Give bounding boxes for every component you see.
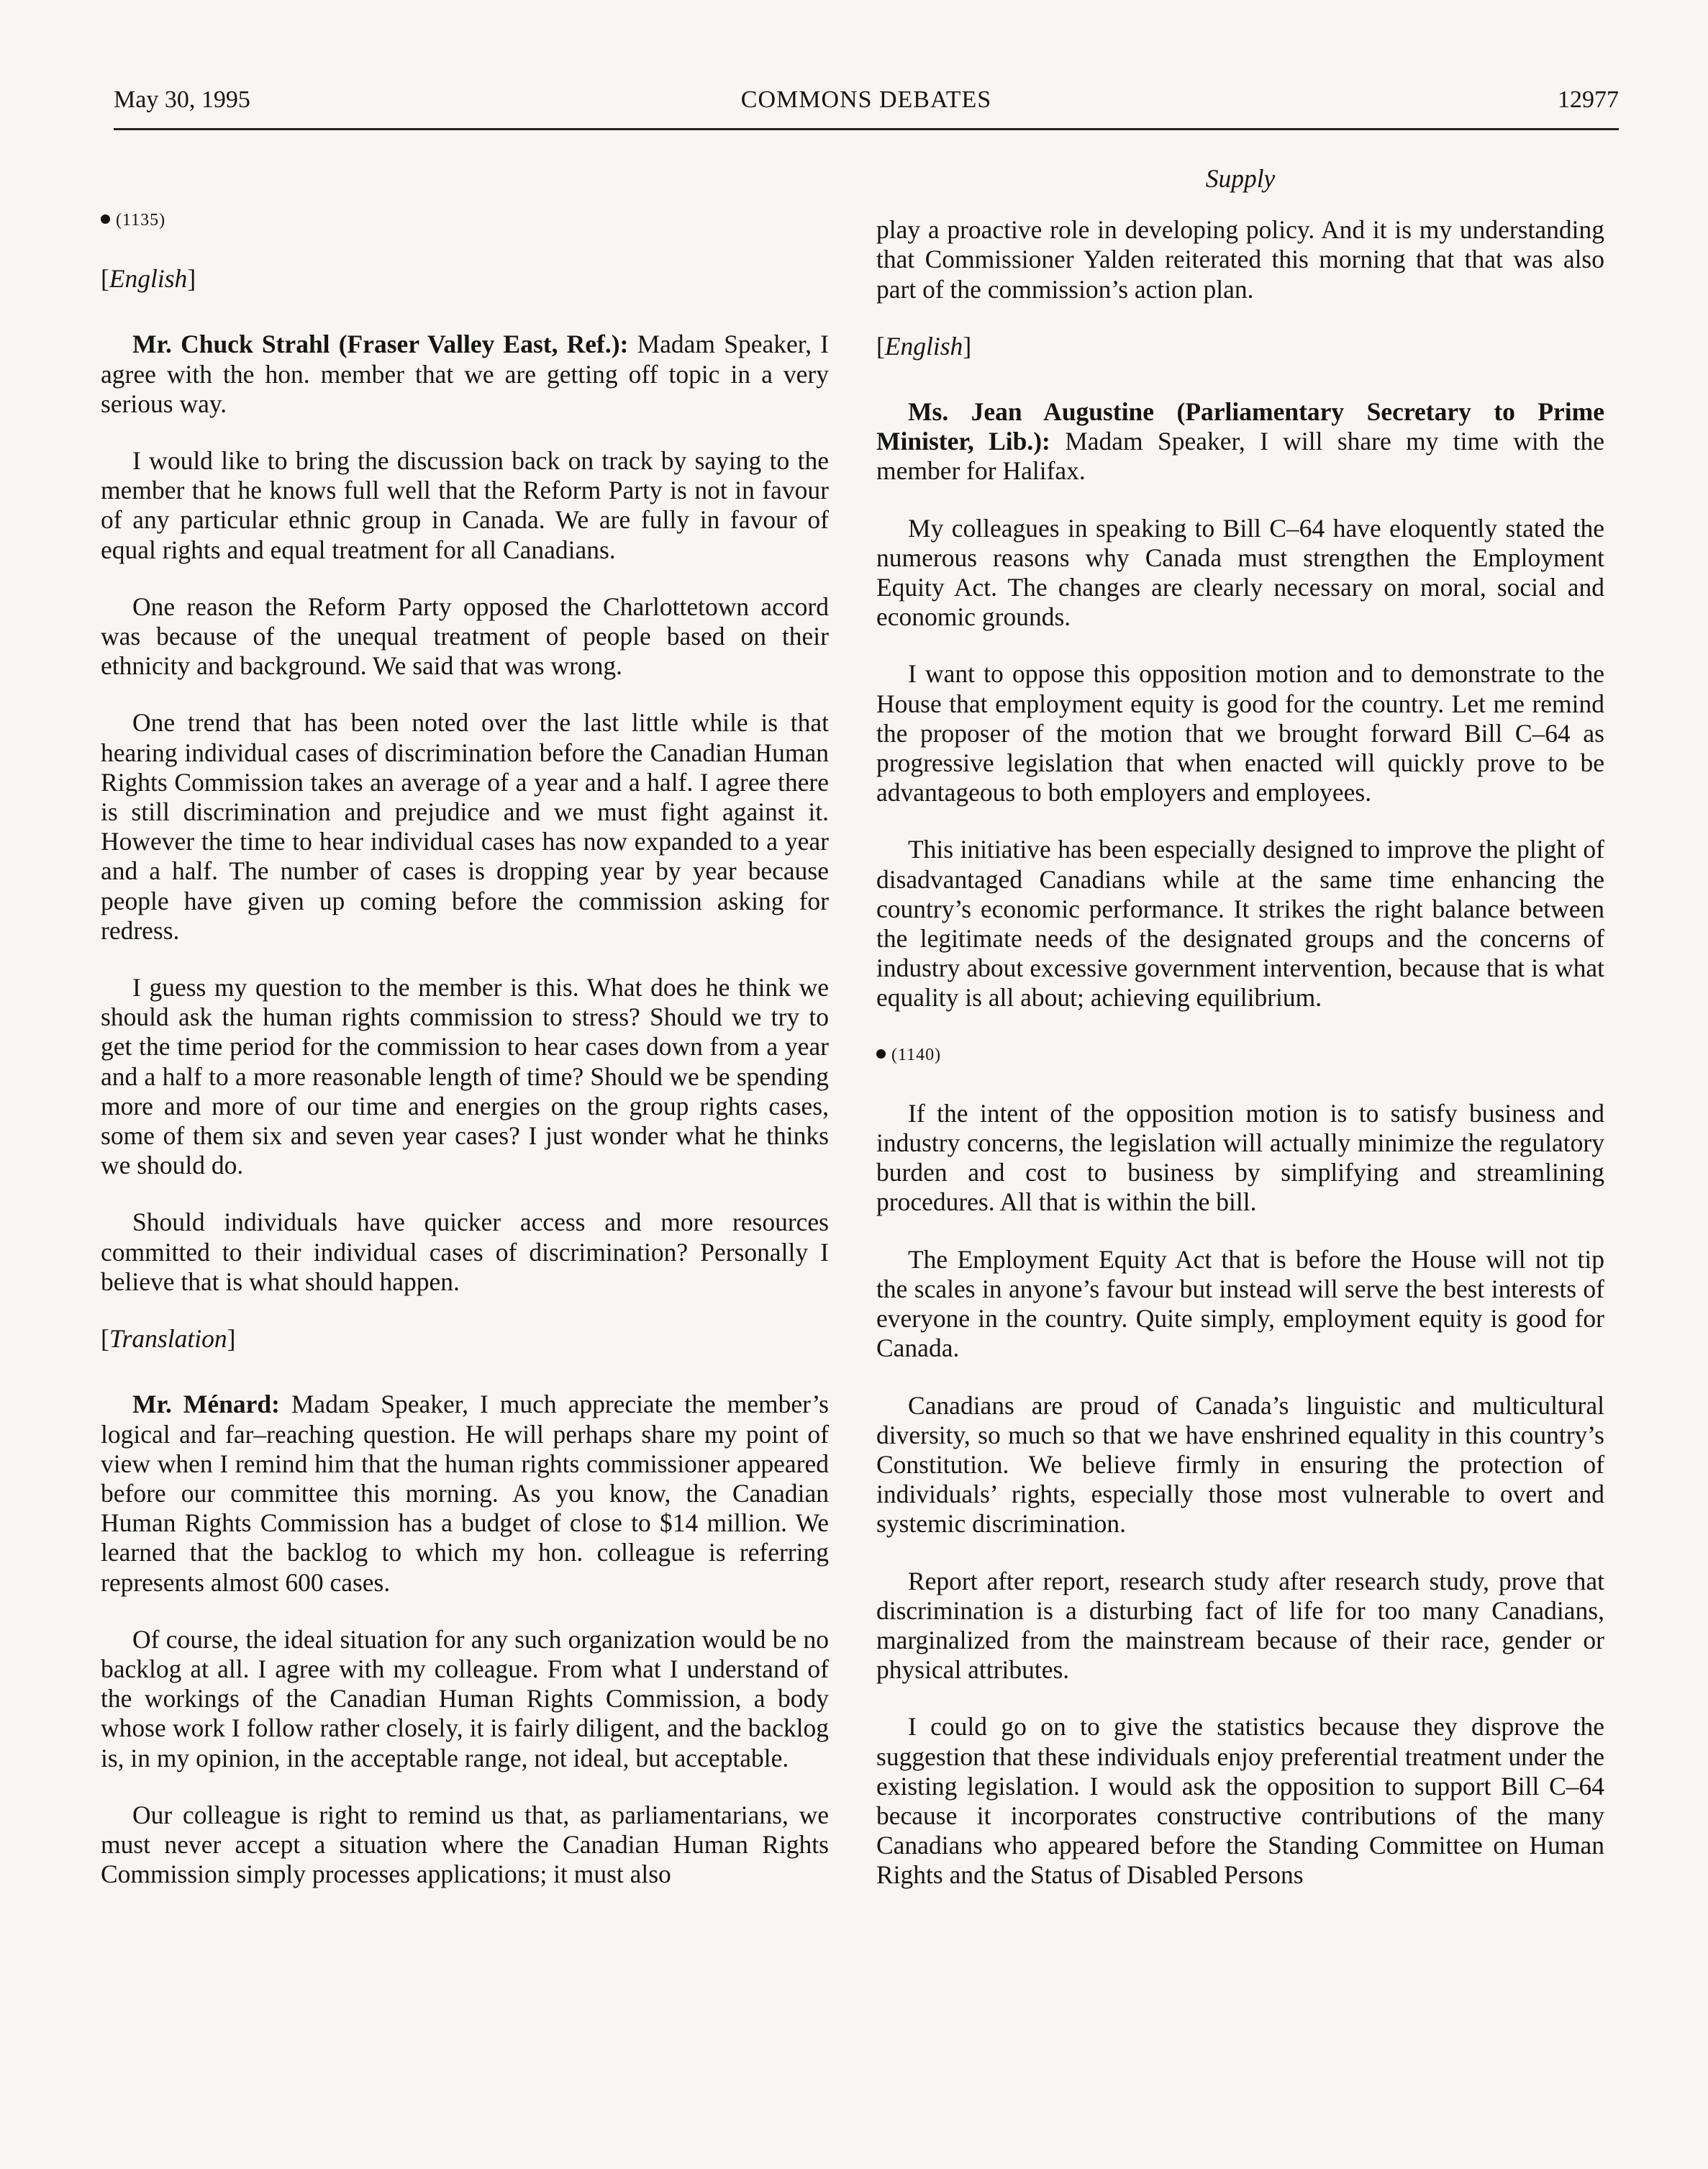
header-page-number: 12977 bbox=[1558, 86, 1619, 113]
paragraph: If the intent of the opposition motion is to satisfy business and industry concerns, the legislation will actually minimize the regulatory burden and cost to business by simplifying and streamlining procedures. All that is within the bill. bbox=[876, 1098, 1604, 1217]
section-heading: Supply bbox=[1205, 164, 1276, 193]
header-date: May 30, 1995 bbox=[114, 86, 250, 113]
paragraph: Canadians are proud of Canada’s linguistic and multicultural diversity, so much so that we have enshrined equality in this country’s Constitution. We believe firmly in ensuring the protection of individuals’ rights, especially those most vulnerable to overt and systemic discrimination. bbox=[876, 1390, 1604, 1539]
paragraph: Our colleague is right to remind us that, as parliamentarians, we must never accept a situation where the Canadian Human Rights Commission simply processes applications; it must also bbox=[101, 1800, 829, 1889]
paragraph: The Employment Equity Act that is before the House will not tip the scales in anyone’s favour but instead will serve the best interests of everyone in the country. Quite simply, employment equity is good for Canada. bbox=[876, 1244, 1604, 1363]
bullet-icon bbox=[876, 1049, 886, 1059]
paragraph: Mr. Ménard: Madam Speaker, I much appreciate the member’s logical and far–reaching question. He will perhaps share my point of view when I remind him that the human rights commissioner appeared before our committee this morning. As you know, the Canadian Human Rights Commission has a budget of close to $14 million. We learned that the backlog to which my hon. colleague is referring represents almost 600 cases. bbox=[101, 1390, 829, 1597]
time-marker: (1135) bbox=[101, 206, 829, 235]
language-tag: [English] bbox=[876, 331, 972, 361]
paragraph: Mr. Chuck Strahl (Fraser Valley East, Ref.): Madam Speaker, I agree with the hon. member that we are getting off topic in a very serious way. bbox=[101, 330, 829, 418]
paragraph: One reason the Reform Party opposed the Charlottetown accord was because of the unequal treatment of people based on their ethnicity and background. We said that was wrong. bbox=[101, 592, 829, 681]
language-tag: [English] bbox=[101, 264, 196, 294]
paragraph: I want to oppose this opposition motion and to demonstrate to the House that employment equity is good for the country. Let me remind the proposer of the motion that we brought forward Bill C–64 as progressive legislation that when enacted will quickly prove to be advantageous to both employers and employees. bbox=[876, 659, 1604, 807]
paragraph: My colleagues in speaking to Bill C–64 have eloquently stated the numerous reasons why Canada must strengthen the Employment Equity Act. The changes are clearly necessary on moral, social and economic grounds. bbox=[876, 513, 1604, 632]
speaker-name: Mr. Ménard: bbox=[132, 1390, 280, 1419]
page-header bbox=[114, 81, 1619, 130]
paragraph: Should individuals have quicker access and more resources committed to their individual cases of discrimination? Personally I believe that is what should happen. bbox=[101, 1208, 829, 1296]
bullet-icon bbox=[101, 214, 110, 224]
paragraph: Report after report, research study after research study, prove that discrimination is a disturbing fact of life for too many Canadians, marginalized from the mainstream because of their race, gender or physical attributes. bbox=[876, 1566, 1604, 1685]
paragraph: This initiative has been especially designed to improve the plight of disadvantaged Canadians while at the same time enhancing the country’s economic performance. It strikes the right balance between the legitimate needs of the designated groups and the concerns of industry about excessive government intervention, because that is what equality is all about; achieving equilibrium. bbox=[876, 835, 1604, 1013]
speaker-name: Ms. Jean Augustine (Parliamentary Secretary to Prime Minister, Lib.): bbox=[876, 397, 1604, 456]
paragraph: I would like to bring the discussion back on track by saying to the member that he knows full well that the Reform Party is not in favour of any particular ethnic group in Canada. We are fully in favour of equal rights and equal treatment for all Canadians. bbox=[101, 446, 829, 564]
speaker-name: Mr. Chuck Strahl (Fraser Valley East, Ref.): bbox=[132, 330, 629, 359]
paragraph: I could go on to give the statistics because they disprove the suggestion that these individuals enjoy preferential treatment under the existing legislation. I would ask the opposition to support Bill C–64 because it incorporates constructive contributions of the many Canadians who appeared before the Standing Committee on Human Rights and the Status of Disabled Persons bbox=[876, 1712, 1604, 1890]
time-marker: (1140) bbox=[876, 1041, 1604, 1070]
right-column bbox=[876, 164, 1604, 1918]
left-column bbox=[101, 206, 829, 1916]
language-tag: [Translation] bbox=[101, 1324, 236, 1354]
paragraph: Ms. Jean Augustine (Parliamentary Secretary to Prime Minister, Lib.): Madam Speaker, I will share my time with the member for Halifax. bbox=[876, 397, 1605, 486]
paragraph: One trend that has been noted over the last little while is that hearing individual cases of discrimination before the Canadian Human Rights Commission takes an average of a year and a half. I agree there is still discrimination and prejudice and we must fight against it. However the time to hear individual cases has now expanded to a year and a half. The number of cases is dropping year by year because people have given up coming before the commission asking for redress. bbox=[101, 708, 829, 945]
paragraph: play a proactive role in developing policy. And it is my understanding that Commissioner Yalden reiterated this morning that that was also part of the commission’s action plan. bbox=[876, 215, 1604, 304]
header-title: COMMONS DEBATES bbox=[740, 86, 992, 113]
paragraph: Of course, the ideal situation for any such organization would be no backlog at all. I agree with my colleague. From what I understand of the workings of the Canadian Human Rights Commission, a body whose work I follow rather closely, it is fairly diligent, and the backlog is, in my opinion, in the acceptable range, not ideal, but acceptable. bbox=[101, 1624, 829, 1772]
paragraph: I guess my question to the member is this. What does he think we should ask the human rights commission to stress? Should we try to get the time period for the commission to hear cases down from a year and a half to a more reasonable length of time? Should we be spending more and more of our time and energies on the group rights cases, some of them six and seven year cases? I just wonder what he thinks we should do. bbox=[101, 973, 829, 1180]
